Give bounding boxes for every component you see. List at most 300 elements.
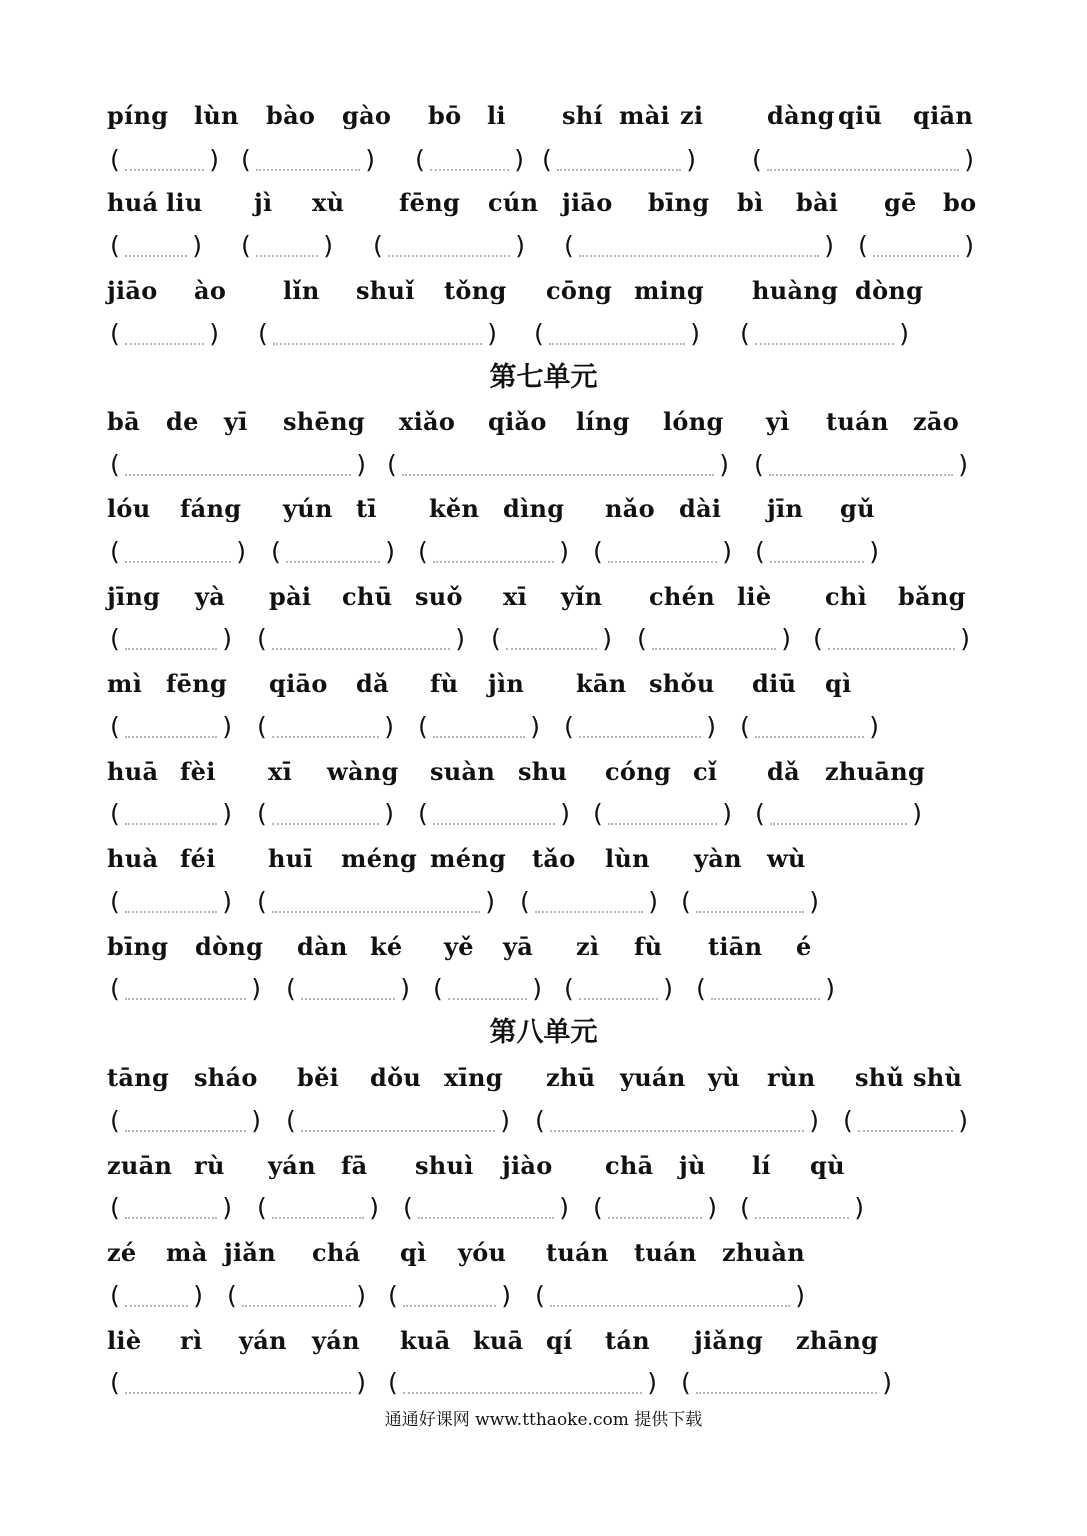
dotted-line [873, 255, 959, 257]
pinyin-syllable: suàn [430, 757, 496, 786]
open-bracket: ( [855, 231, 871, 260]
pinyin-syllable: yī [224, 407, 248, 436]
dotted-line [557, 169, 681, 171]
answer-blank[interactable] [810, 622, 973, 656]
pinyin-syllable: qiāo [269, 669, 328, 698]
close-bracket: ) [397, 974, 413, 1003]
pinyin-syllable: yún [283, 494, 333, 523]
open-bracket: ( [415, 712, 431, 741]
close-bracket: ) [716, 450, 732, 479]
answer-blank[interactable] [107, 535, 249, 569]
dotted-line [125, 474, 351, 476]
answer-blank[interactable] [752, 535, 882, 569]
dotted-line [272, 648, 450, 650]
pinyin-syllable: jìn [488, 669, 525, 698]
dotted-line [550, 1130, 804, 1132]
pinyin-syllable: gào [342, 101, 392, 130]
answer-blank[interactable] [107, 885, 235, 919]
answer-blank[interactable] [412, 143, 527, 177]
open-bracket: ( [415, 799, 431, 828]
pinyin-syllable: liu [166, 188, 203, 217]
close-bracket: ) [961, 231, 977, 260]
dotted-line [272, 911, 480, 913]
answer-row [0, 972, 1087, 1012]
pinyin-syllable: qiū [838, 101, 883, 130]
answer-blank[interactable] [678, 885, 822, 919]
pinyin-row [0, 1149, 1087, 1189]
dotted-line [272, 823, 379, 825]
pinyin-syllable: ké [370, 932, 403, 961]
answer-blank[interactable] [107, 972, 264, 1006]
dotted-line [506, 648, 597, 650]
close-bracket: ) [645, 887, 661, 916]
pinyin-syllable: xiǎo [399, 407, 456, 436]
answer-blank[interactable] [517, 885, 661, 919]
answer-blank[interactable] [107, 622, 235, 656]
pinyin-syllable: tán [605, 1326, 650, 1355]
pinyin-row [0, 274, 1087, 314]
close-bracket: ) [189, 231, 205, 260]
pinyin-syllable: jiǎng [694, 1326, 764, 1355]
close-bracket: ) [219, 624, 235, 653]
dotted-line [125, 648, 217, 650]
close-bracket: ) [219, 1193, 235, 1222]
pinyin-syllable: bīng [648, 188, 710, 217]
pinyin-syllable: líng [576, 407, 630, 436]
answer-blank[interactable] [107, 448, 369, 482]
pinyin-syllable: yǐn [561, 582, 603, 611]
open-bracket: ( [107, 887, 123, 916]
pinyin-syllable: yàn [694, 844, 742, 873]
answer-blank[interactable] [238, 229, 336, 263]
answer-blank[interactable] [752, 797, 925, 831]
close-bracket: ) [382, 537, 398, 566]
pinyin-syllable: jīng [107, 582, 161, 611]
dotted-line [608, 561, 717, 563]
close-bracket: ) [879, 1368, 895, 1397]
pinyin-syllable: shēng [283, 407, 365, 436]
open-bracket: ( [752, 537, 768, 566]
pinyin-syllable: yán [239, 1326, 287, 1355]
answer-row [0, 710, 1087, 750]
pinyin-syllable: fáng [180, 494, 242, 523]
pinyin-syllable: cóng [605, 757, 672, 786]
close-bracket: ) [527, 712, 543, 741]
dotted-line [403, 1305, 496, 1307]
pinyin-syllable: xī [268, 757, 293, 786]
pinyin-row [0, 755, 1087, 795]
close-bracket: ) [719, 537, 735, 566]
answer-blank[interactable] [488, 622, 615, 656]
pinyin-syllable: tāng [107, 1063, 170, 1092]
pinyin-syllable: zhuāng [825, 757, 926, 786]
answer-blank[interactable] [737, 710, 882, 744]
answer-blank[interactable] [400, 1191, 572, 1225]
close-bracket: ) [248, 974, 264, 1003]
pinyin-syllable: tǒng [444, 276, 507, 305]
pinyin-syllable: huā [107, 757, 159, 786]
answer-row [0, 1191, 1087, 1231]
pinyin-syllable: shù [913, 1063, 963, 1092]
pinyin-syllable: fù [430, 669, 459, 698]
answer-blank[interactable] [254, 1191, 382, 1225]
close-bracket: ) [556, 1193, 572, 1222]
answer-blank[interactable] [107, 1366, 369, 1400]
open-bracket: ( [532, 1281, 548, 1310]
dotted-line [755, 343, 894, 345]
answer-blank[interactable] [254, 885, 498, 919]
close-bracket: ) [219, 712, 235, 741]
pinyin-syllable: zi [680, 101, 704, 130]
dotted-line [608, 823, 717, 825]
pinyin-syllable: chá [312, 1238, 361, 1267]
pinyin-syllable: ming [634, 276, 704, 305]
answer-row [0, 1366, 1087, 1406]
answer-blank[interactable] [561, 972, 676, 1006]
open-bracket: ( [268, 537, 284, 566]
pinyin-syllable: tuán [826, 407, 889, 436]
pinyin-syllable: fēng [399, 188, 461, 217]
answer-blank[interactable] [107, 317, 222, 351]
pinyin-row [0, 405, 1087, 445]
answer-blank[interactable] [840, 1104, 971, 1138]
answer-row [0, 797, 1087, 837]
pinyin-syllable: huī [268, 844, 313, 873]
pinyin-row [0, 842, 1087, 882]
open-bracket: ( [107, 1193, 123, 1222]
answer-blank[interactable] [268, 535, 398, 569]
pinyin-syllable: qí [546, 1326, 573, 1355]
dotted-line [125, 169, 204, 171]
close-bracket: ) [381, 799, 397, 828]
close-bracket: ) [806, 1106, 822, 1135]
pinyin-syllable: chì [825, 582, 868, 611]
open-bracket: ( [693, 974, 709, 1003]
open-bracket: ( [107, 145, 123, 174]
open-bracket: ( [749, 145, 765, 174]
pinyin-syllable: fù [634, 932, 663, 961]
pinyin-syllable: méng [341, 844, 418, 873]
pinyin-syllable: bīng [107, 932, 169, 961]
open-bracket: ( [384, 450, 400, 479]
close-bracket: ) [851, 1193, 867, 1222]
close-bracket: ) [557, 799, 573, 828]
close-bracket: ) [497, 1106, 513, 1135]
pinyin-syllable: bo [943, 188, 977, 217]
answer-blank[interactable] [385, 1279, 514, 1313]
close-bracket: ) [599, 624, 615, 653]
dotted-line [256, 169, 360, 171]
answer-blank[interactable] [590, 535, 735, 569]
open-bracket: ( [254, 799, 270, 828]
pinyin-syllable: nǎo [605, 494, 655, 523]
pinyin-syllable: xù [312, 188, 345, 217]
close-bracket: ) [353, 1368, 369, 1397]
pinyin-syllable: yóu [458, 1238, 507, 1267]
answer-blank[interactable] [678, 1366, 895, 1400]
answer-blank[interactable] [415, 710, 543, 744]
dotted-line [125, 823, 217, 825]
answer-blank[interactable] [224, 1279, 369, 1313]
pinyin-syllable: cōng [546, 276, 613, 305]
answer-blank[interactable] [737, 317, 912, 351]
pinyin-syllable: yuán [620, 1063, 686, 1092]
answer-blank[interactable] [107, 1279, 206, 1313]
open-bracket: ( [400, 1193, 416, 1222]
pinyin-syllable: zé [107, 1238, 137, 1267]
answer-blank[interactable] [107, 229, 205, 263]
open-bracket: ( [283, 1106, 299, 1135]
open-bracket: ( [678, 1368, 694, 1397]
answer-blank[interactable] [532, 1279, 808, 1313]
open-bracket: ( [254, 887, 270, 916]
dotted-line [272, 1217, 364, 1219]
pinyin-syllable: yì [766, 407, 790, 436]
pinyin-row [0, 1324, 1087, 1364]
dotted-line [652, 648, 776, 650]
answer-blank[interactable] [751, 448, 971, 482]
answer-blank[interactable] [283, 1104, 513, 1138]
pinyin-syllable: jīn [767, 494, 804, 523]
pinyin-syllable: tǎo [532, 844, 576, 873]
dotted-line [767, 169, 959, 171]
pinyin-syllable: cǐ [693, 757, 718, 786]
pinyin-syllable: dǒu [370, 1063, 422, 1092]
open-bracket: ( [840, 1106, 856, 1135]
dotted-line [125, 1130, 246, 1132]
dotted-line [125, 998, 246, 1000]
open-bracket: ( [412, 145, 428, 174]
close-bracket: ) [955, 450, 971, 479]
pinyin-syllable: huà [107, 844, 159, 873]
pinyin-row [0, 580, 1087, 620]
dotted-line [711, 998, 820, 1000]
answer-blank[interactable] [384, 448, 732, 482]
pinyin-syllable: wù [767, 844, 806, 873]
pinyin-syllable: pài [269, 582, 312, 611]
answer-blank[interactable] [532, 1104, 822, 1138]
close-bracket: ) [792, 1281, 808, 1310]
open-bracket: ( [678, 887, 694, 916]
dotted-line [579, 998, 658, 1000]
answer-blank[interactable] [749, 143, 977, 177]
open-bracket: ( [238, 145, 254, 174]
unit-heading: 第七单元 [489, 362, 598, 393]
answer-blank[interactable] [283, 972, 413, 1006]
pinyin-syllable: jiào [502, 1151, 553, 1180]
close-bracket: ) [719, 799, 735, 828]
pinyin-syllable: kuā [400, 1326, 451, 1355]
pinyin-syllable: xīng [444, 1063, 503, 1092]
dotted-line [388, 255, 510, 257]
answer-row [0, 1279, 1087, 1319]
pinyin-syllable: gǔ [840, 494, 875, 523]
open-bracket: ( [107, 1281, 123, 1310]
answer-blank[interactable] [855, 229, 977, 263]
dotted-line [403, 1392, 642, 1394]
pinyin-syllable: shuì [415, 1151, 474, 1180]
dotted-line [301, 1130, 495, 1132]
dotted-line [273, 343, 482, 345]
pinyin-syllable: bō [428, 101, 462, 130]
pinyin-syllable: fēng [166, 669, 228, 698]
pinyin-syllable: yù [708, 1063, 740, 1092]
open-bracket: ( [430, 974, 446, 1003]
pinyin-syllable: de [166, 407, 199, 436]
close-bracket: ) [248, 1106, 264, 1135]
pinyin-syllable: chén [649, 582, 715, 611]
answer-blank[interactable] [385, 1366, 660, 1400]
answer-blank[interactable] [590, 1191, 720, 1225]
answer-row [0, 622, 1087, 662]
close-bracket: ) [866, 537, 882, 566]
answer-row [0, 317, 1087, 357]
dotted-line [608, 1217, 702, 1219]
pinyin-syllable: yě [444, 932, 474, 961]
close-bracket: ) [909, 799, 925, 828]
pinyin-syllable: li [487, 101, 506, 130]
answer-blank[interactable] [531, 317, 703, 351]
open-bracket: ( [254, 624, 270, 653]
pinyin-syllable: ào [194, 276, 227, 305]
dotted-line [433, 823, 555, 825]
pinyin-syllable: zāo [913, 407, 960, 436]
answer-blank[interactable] [634, 622, 794, 656]
pinyin-syllable: qù [810, 1151, 845, 1180]
pinyin-syllable: rì [180, 1326, 203, 1355]
open-bracket: ( [238, 231, 254, 260]
pinyin-row [0, 99, 1087, 139]
pinyin-syllable: dǎ [356, 669, 389, 698]
dotted-line [696, 1392, 877, 1394]
pinyin-syllable: jì [254, 188, 273, 217]
pinyin-syllable: qì [825, 669, 852, 698]
dotted-line [430, 169, 509, 171]
pinyin-syllable: yà [195, 582, 226, 611]
open-bracket: ( [590, 799, 606, 828]
pinyin-syllable: jù [679, 1151, 706, 1180]
pinyin-syllable: huá [107, 188, 159, 217]
pinyin-syllable: yán [268, 1151, 316, 1180]
answer-blank[interactable] [693, 972, 838, 1006]
pinyin-syllable: shuǐ [356, 276, 415, 305]
close-bracket: ) [703, 712, 719, 741]
pinyin-syllable: mài [619, 101, 670, 130]
open-bracket: ( [385, 1368, 401, 1397]
answer-blank[interactable] [254, 797, 397, 831]
open-bracket: ( [107, 450, 123, 479]
answer-blank[interactable] [561, 229, 837, 263]
pinyin-syllable: kān [576, 669, 627, 698]
dotted-line [696, 911, 804, 913]
answer-blank[interactable] [561, 710, 719, 744]
pinyin-syllable: jiǎn [224, 1238, 277, 1267]
dotted-line [125, 1217, 217, 1219]
answer-blank[interactable] [415, 797, 573, 831]
pinyin-row [0, 186, 1087, 226]
pinyin-syllable: fèi [180, 757, 216, 786]
close-bracket: ) [687, 319, 703, 348]
answer-blank[interactable] [255, 317, 500, 351]
dotted-line [125, 1392, 351, 1394]
pinyin-syllable: rùn [767, 1063, 816, 1092]
open-bracket: ( [254, 1193, 270, 1222]
answer-blank[interactable] [254, 622, 468, 656]
answer-blank[interactable] [737, 1191, 867, 1225]
answer-blank[interactable] [107, 710, 235, 744]
dotted-line [125, 561, 231, 563]
answer-blank[interactable] [430, 972, 545, 1006]
open-bracket: ( [517, 887, 533, 916]
pinyin-syllable: huàng [752, 276, 839, 305]
answer-row [0, 229, 1087, 269]
pinyin-syllable: chū [342, 582, 393, 611]
close-bracket: ) [484, 319, 500, 348]
close-bracket: ) [529, 974, 545, 1003]
dotted-line [433, 561, 554, 563]
answer-blank[interactable] [539, 143, 699, 177]
pinyin-syllable: rù [194, 1151, 225, 1180]
open-bracket: ( [107, 712, 123, 741]
close-bracket: ) [866, 712, 882, 741]
pinyin-syllable: xī [503, 582, 528, 611]
pinyin-syllable: yán [312, 1326, 360, 1355]
pinyin-syllable: shǔ [855, 1063, 905, 1092]
answer-blank[interactable] [107, 143, 222, 177]
open-bracket: ( [224, 1281, 240, 1310]
dotted-line [535, 911, 643, 913]
pinyin-syllable: suǒ [415, 582, 463, 611]
pinyin-syllable: lǐn [283, 276, 320, 305]
open-bracket: ( [415, 537, 431, 566]
answer-blank[interactable] [107, 1104, 264, 1138]
answer-blank[interactable] [107, 1191, 235, 1225]
open-bracket: ( [255, 319, 271, 348]
open-bracket: ( [107, 1368, 123, 1397]
pinyin-syllable: shu [518, 757, 568, 786]
pinyin-syllable: dòng [855, 276, 924, 305]
dotted-line [579, 736, 701, 738]
open-bracket: ( [810, 624, 826, 653]
answer-row [0, 885, 1087, 925]
close-bracket: ) [683, 145, 699, 174]
dotted-line [448, 998, 527, 1000]
open-bracket: ( [107, 231, 123, 260]
close-bracket: ) [206, 145, 222, 174]
pinyin-syllable: lí [752, 1151, 771, 1180]
pinyin-syllable: lóu [107, 494, 151, 523]
answer-blank[interactable] [254, 710, 397, 744]
open-bracket: ( [561, 712, 577, 741]
answer-blank[interactable] [415, 535, 572, 569]
answer-blank[interactable] [107, 797, 235, 831]
dotted-line [125, 736, 217, 738]
close-bracket: ) [498, 1281, 514, 1310]
answer-blank[interactable] [370, 229, 528, 263]
answer-blank[interactable] [590, 797, 735, 831]
pinyin-syllable: tuán [634, 1238, 697, 1267]
pinyin-syllable: zì [576, 932, 600, 961]
pinyin-syllable: běi [297, 1063, 340, 1092]
pinyin-syllable: tuán [546, 1238, 609, 1267]
close-bracket: ) [778, 624, 794, 653]
pinyin-row [0, 930, 1087, 970]
close-bracket: ) [320, 231, 336, 260]
answer-blank[interactable] [238, 143, 378, 177]
pinyin-syllable: jiāo [562, 188, 613, 217]
dotted-line [769, 474, 953, 476]
close-bracket: ) [806, 887, 822, 916]
